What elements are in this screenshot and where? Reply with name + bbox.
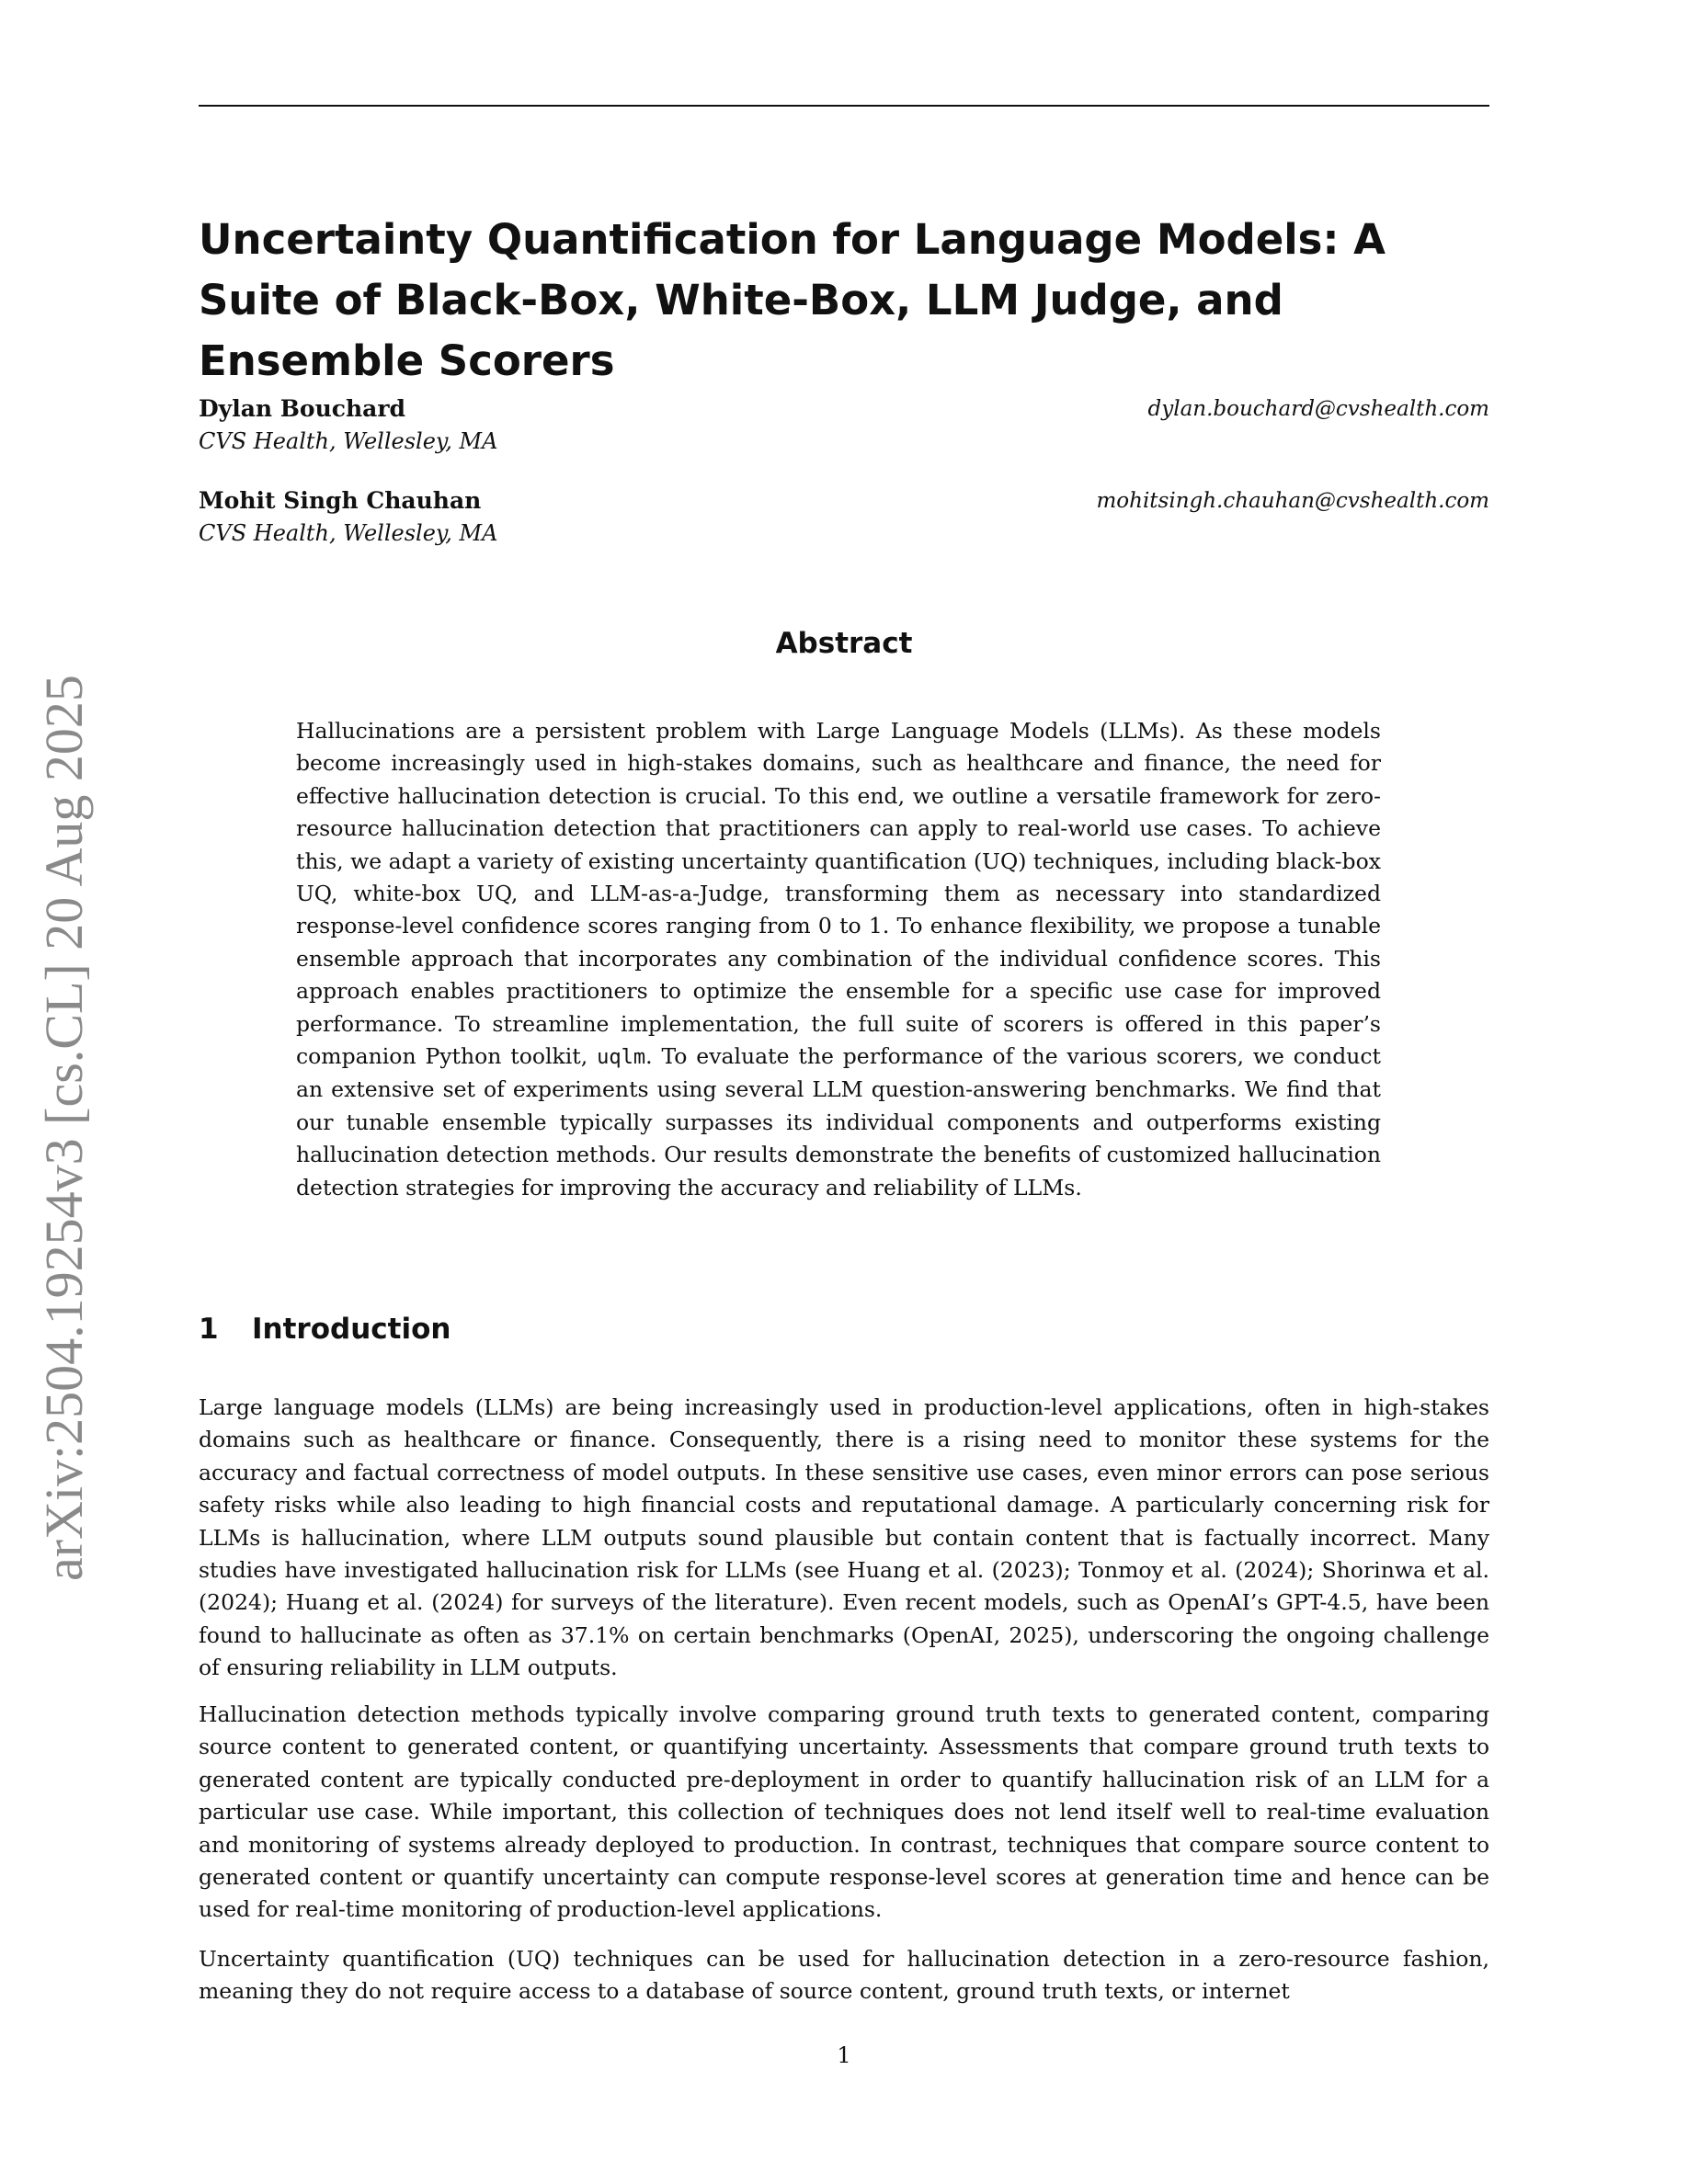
author-email[interactable]: dylan.bouchard@cvshealth.com [1147, 397, 1489, 421]
paper-title: Uncertainty Quantification for Language Models: A Suite of Black-Box, White-Box, LLM Judge, and Ensemble Scorers [199, 215, 1386, 385]
author-name: Dylan Bouchard [199, 395, 406, 422]
author-affiliation: CVS Health, Wellesley, MA [199, 428, 498, 454]
abstract-text [296, 715, 1381, 1204]
code-inline: uqlm [597, 1046, 646, 1070]
body-paragraph: Uncertainty quantification (UQ) techniques can be used for hallucination detection in a zero-resource fashion, meaning they do not require access to a database of source content, ground truth texts, or internet [199, 1946, 1489, 2005]
header-rule [199, 105, 1489, 107]
page-number: 1 [837, 2042, 851, 2068]
arxiv-sidebar-stamp: arXiv:2504.19254v3 [cs.CL] 20 Aug 2025 [34, 675, 94, 1581]
author-affiliation: CVS Health, Wellesley, MA [199, 520, 498, 546]
author-name: Mohit Singh Chauhan [199, 487, 482, 514]
author-email[interactable]: mohitsingh.chauhan@cvshealth.com [1096, 489, 1489, 513]
body-paragraph: Large language models (LLMs) are being increasingly used in production-level applications, often in high-stakes domains such as healthcare or finance. Consequently, there is a rising need to monitor these systems for the accuracy and factual correctness of model outputs. In these sensitive use cases, even minor errors can pose serious safety risks while also leading to high financial costs and reputational damage. A particularly concerning risk for LLMs is hallucination, where LLM outputs sound plausible but contain content that is factually incorrect. Many studies have investigated hallucination risk for LLMs (see Huang et al. (2023); Tonmoy et al. (2024); Shorinwa et al. (2024); Huang et al. (2024) for surveys of the literature). Even recent models, such as OpenAI’s GPT-4.5, have been found to hallucinate as often as 37.1% on certain benchmarks (OpenAI, 2025), underscoring the ongoing challenge of ensuring reliability in LLM outputs. [199, 1394, 1489, 1681]
abstract-text-part: . To evaluate the performance of the various scorers, we conduct an extensive set of experiments using several LLM question-answering benchmarks. We find that our tunable ensemble typically surpasses its individual components and outperforms existing hallucination detection methods. Our results demonstrate the benefits of customized hallucination detection strategies for improving the accuracy and reliability of LLMs. [296, 1043, 1381, 1200]
section-number: 1 [199, 1313, 219, 1346]
section-heading [199, 1313, 451, 1346]
body-paragraph: Hallucination detection methods typically involve comparing ground truth texts to generated content, comparing source content to generated content, or quantifying uncertainty. Assessments that compare ground truth texts to generated content are typically conducted pre-deployment in order to quantify hallucination risk of an LLM for a particular use case. While important, this collection of techniques does not lend itself well to real-time evaluation and monitoring of systems already deployed to production. In contrast, techniques that compare source content to generated content or quantify uncertainty can compute response-level scores at generation time and hence can be used for real-time monitoring of production-level applications. [199, 1701, 1489, 1923]
abstract-text-part: Hallucinations are a persistent problem with Large Language Models (LLMs). As these models become increasingly used in high-stakes domains, such as healthcare and finance, the need for effective hallucination detection is crucial. To this end, we outline a versatile framework for zero-resource hallucination detection that practitioners can apply to real-world use cases. To achieve this, we adapt a variety of existing uncertainty quantification (UQ) techniques, including black-box UQ, white-box UQ, and LLM-as-a-Judge, transforming them as necessary into standardized response-level confidence scores ranging from 0 to 1. To enhance flexibility, we propose a tunable ensemble approach that incorporates any combination of the individual confidence scores. This approach enables practitioners to optimize the ensemble for a specific use case for improved performance. To streamline implementation, the full suite of scorers is offered in this paper’s companion Python toolkit, [296, 718, 1381, 1070]
abstract-heading: Abstract [775, 627, 913, 660]
section-title: Introduction [252, 1313, 451, 1346]
